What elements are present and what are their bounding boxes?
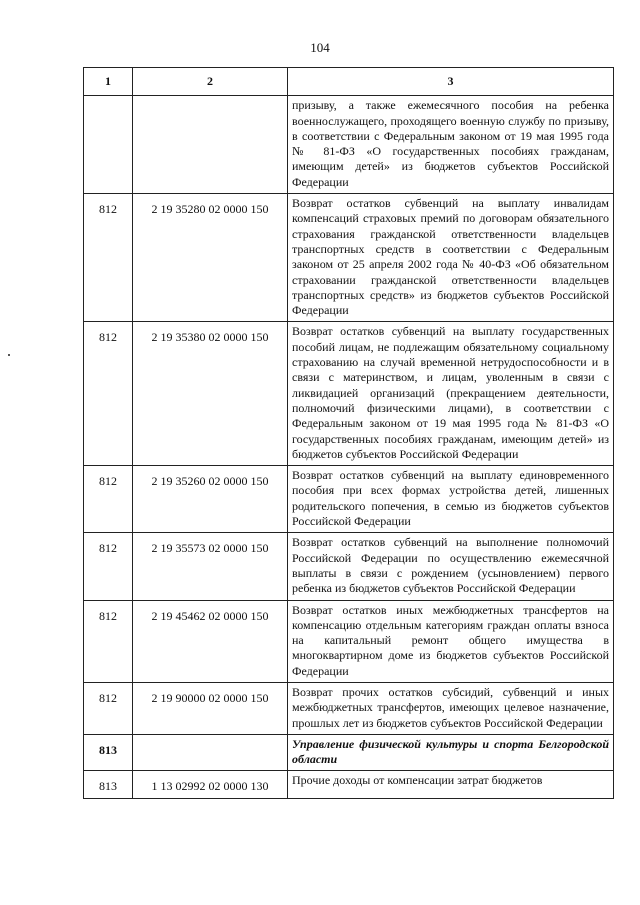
admin-code-cell: 813 xyxy=(84,771,133,798)
revenue-code-cell: 2 19 35260 02 0000 150 xyxy=(133,466,288,533)
description-cell: Возврат остатков иных межбюджетных трансфертов на компенсацию отдельным категориям граждан оплаты взноса на капитальный ремонт общего имущества в многоквартирном доме из бюджетов субъектов Российской Федерации xyxy=(288,600,614,682)
description-cell: Возврат остатков субвенций на выплату единовременного пособия при всех формах устройства детей, лишенных родительского попечения, в семью из бюджетов субъектов Российской Федерации xyxy=(288,466,614,533)
admin-code-cell: 813 xyxy=(84,734,133,771)
header-col-1: 1 xyxy=(84,68,133,96)
description-cell: Возврат остатков субвенций на выплату государственных пособий лицам, не подлежащим обязательному социальному страхованию на случай временной нетрудоспособности и в связи с материнством, и лицам, уволенным в связи с ликвидацией организаций (прекращением деятельности, полномочий физическими лицами), в соответствии с Федеральным законом от 19 мая 1995 года № 81-ФЗ «О государственных пособиях гражданам, имеющим детей» из бюджетов субъектов Российской Федерации xyxy=(288,322,614,466)
header-col-3: 3 xyxy=(288,68,614,96)
revenue-code-cell: 2 19 35280 02 0000 150 xyxy=(133,194,288,322)
admin-code-cell: 812 xyxy=(84,322,133,466)
table-row xyxy=(84,771,614,798)
table-row xyxy=(84,96,614,194)
revenue-code-cell: 2 19 35573 02 0000 150 xyxy=(133,533,288,600)
description-cell: Возврат прочих остатков субсидий, субвенций и иных межбюджетных трансфертов, имеющих целевое назначение, прошлых лет из бюджетов субъектов Российской Федерации xyxy=(288,682,614,734)
table-row xyxy=(84,194,614,322)
admin-code-cell: 812 xyxy=(84,466,133,533)
admin-code-cell: 812 xyxy=(84,600,133,682)
revenue-code-cell: 2 19 35380 02 0000 150 xyxy=(133,322,288,466)
admin-code-cell: 812 xyxy=(84,682,133,734)
description-cell: призыву, а также ежемесячного пособия на ребенка военнослужащего, проходящего военную службу по призыву, в соответствии с Федеральным законом от 19 мая 1995 года № 81-ФЗ «О государственных пособиях гражданам, имеющим детей» из бюджетов субъектов Российской Федерации xyxy=(288,96,614,194)
revenue-code-cell xyxy=(133,734,288,771)
section-heading-cell: Управление физической культуры и спорта Белгородской области xyxy=(288,734,614,771)
table-row-section-heading xyxy=(84,734,614,771)
admin-code-cell xyxy=(84,96,133,194)
table-row xyxy=(84,322,614,466)
admin-code-cell: 812 xyxy=(84,194,133,322)
page-number: 104 xyxy=(310,40,330,55)
table-row xyxy=(84,682,614,734)
table-header-row xyxy=(84,68,614,96)
table-row xyxy=(84,533,614,600)
revenue-code-cell xyxy=(133,96,288,194)
revenue-code-cell: 2 19 90000 02 0000 150 xyxy=(133,682,288,734)
header-col-2: 2 xyxy=(133,68,288,96)
table-row xyxy=(84,600,614,682)
admin-code-cell: 812 xyxy=(84,533,133,600)
revenue-code-cell: 2 19 45462 02 0000 150 xyxy=(133,600,288,682)
description-cell: Возврат остатков субвенций на выполнение полномочий Российской Федерации по осуществлению ежемесячной выплаты в связи с рождением (усыновлением) первого ребенка из бюджетов субъектов Российской Федерации xyxy=(288,533,614,600)
description-cell: Прочие доходы от компенсации затрат бюджетов xyxy=(288,771,614,798)
description-cell: Возврат остатков субвенций на выплату инвалидам компенсаций страховых премий по договорам обязательного страхования гражданской ответственности владельцев транспортных средств в соответствии с Федеральным законом от 25 апреля 2002 года № 40-ФЗ «Об обязательном страховании гражданской ответственности владельцев транспортных средств» из бюджетов субъектов Российской Федерации xyxy=(288,194,614,322)
revenue-code-cell: 1 13 02992 02 0000 130 xyxy=(133,771,288,798)
table-row xyxy=(84,466,614,533)
budget-codes-table xyxy=(83,67,614,799)
scan-speck xyxy=(8,354,10,356)
